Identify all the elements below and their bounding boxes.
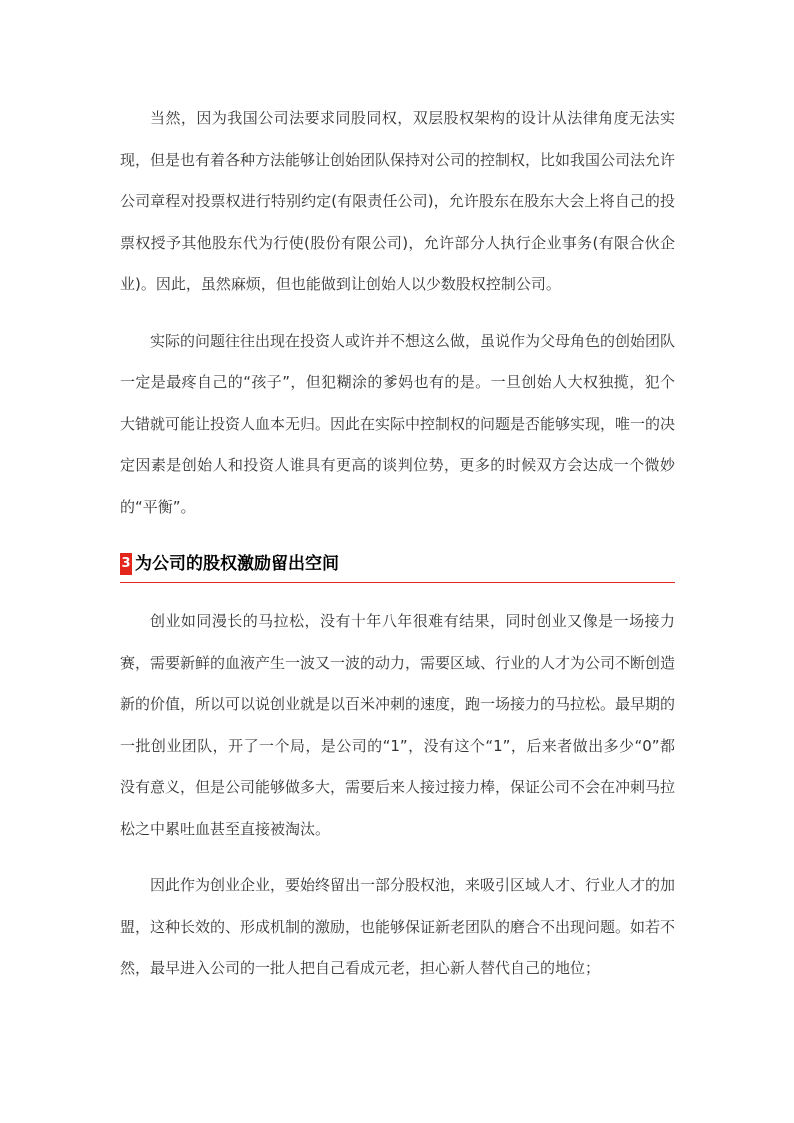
section-title: 为公司的股权激励留出空间 <box>135 554 339 574</box>
paragraph-equity-pool: 因此作为创业企业，要始终留出一部分股权池，来吸引区域人才、行业人才的加盟，这种长效的、形成机制的激励，也能够保证新老团队的磨合不出现问题。如若不然，最早进入公司的一批人把自己看成元老，担心新人替代自己的地位； <box>120 876 676 977</box>
paragraph-control-rights-law: 当然，因为我国公司法要求同股同权，双层股权架构的设计从法律角度无法实现，但是也有着各种方法能够让创始团队保持对公司的控制权，比如我国公司法允许公司章程对投票权进行特别约定(有限责任公司)，允许股东在股东大会上将自己的投票权授予其他股东代为行使(股份有限公司)，允许部分人执行企业事务(有限合伙企业)。因此，虽然麻烦，但也能做到让创始人以少数股权控制公司。 <box>120 109 676 293</box>
section-number-badge: 3 <box>120 553 132 575</box>
document-content <box>120 98 675 1005</box>
paragraph-investor-balance: 实际的问题往往出现在投资人或许并不想这么做，虽说作为父母角色的创始团队一定是最疼自己的“孩子”，但犯糊涂的爹妈也有的是。一旦创始人大权独揽，犯个大错就可能让投资人血本无归。因此在实际中控制权的问题是否能够实现，唯一的决定因素是创始人和投资人谁具有更高的谈判位势，更多的时候双方会达成一个微妙的“平衡”。 <box>120 331 676 516</box>
section-heading <box>120 550 675 583</box>
paragraph-marathon-relay: 创业如同漫长的马拉松，没有十年八年很难有结果，同时创业又像是一场接力赛，需要新鲜的血液产生一波又一波的动力，需要区域、行业的人才为公司不断创造新的价值，所以可以说创业就是以百米冲刺的速度，跑一场接力的马拉松。最早期的一批创业团队，开了一个局，是公司的“1”，没有这个“1”，后来者做出多少“0”都没有意义，但是公司能够做多大，需要后来人接过接力棒，保证公司不会在冲刺马拉松之中累吐血甚至直接被淘汰。 <box>120 612 676 838</box>
